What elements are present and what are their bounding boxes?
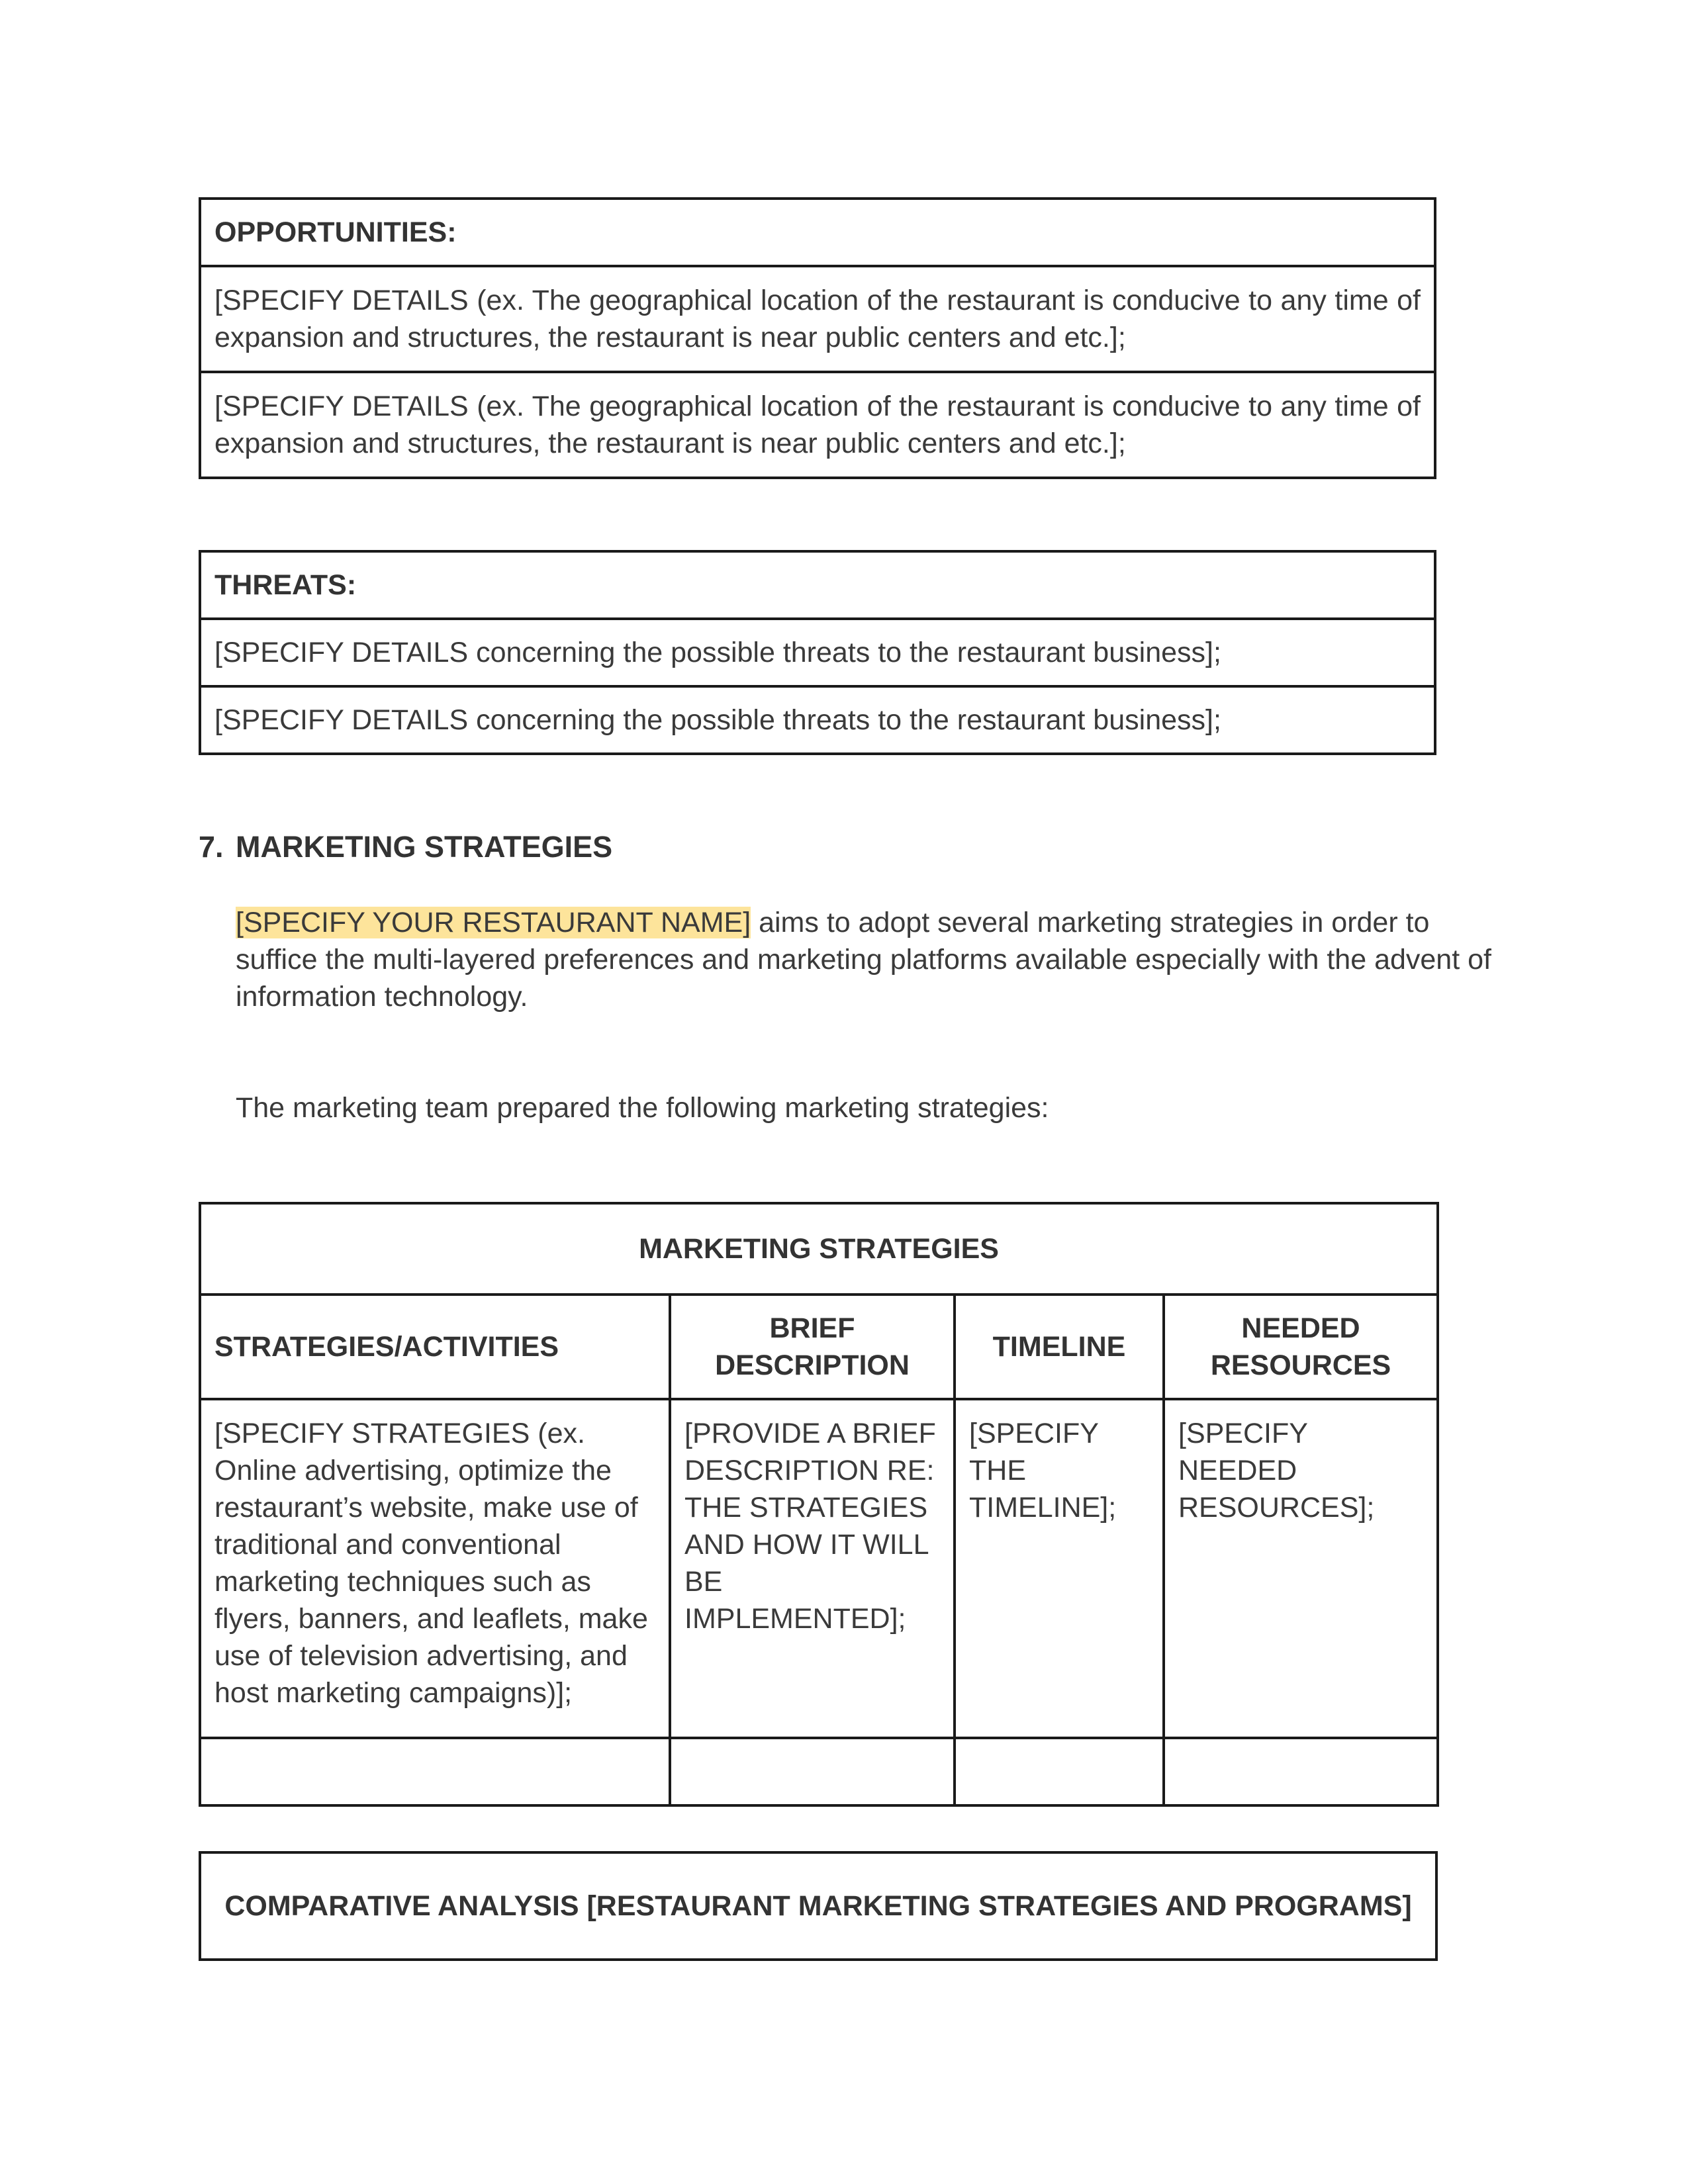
table-row <box>200 1738 1438 1805</box>
section-number: 7. <box>199 830 224 864</box>
section-heading <box>199 827 612 867</box>
threats-row: [SPECIFY DETAILS concerning the possible threats to the restaurant business]; <box>200 686 1435 754</box>
restaurant-name-placeholder: [SPECIFY YOUR RESTAURANT NAME] <box>236 907 751 938</box>
team-paragraph: The marketing team prepared the following marketing strategies: <box>236 1092 1049 1124</box>
intro-text: aims to adopt several marketing strategies in order to suffice the multi-layered preferences and marketing platforms available especially with the advent of information technology. <box>236 907 1491 1013</box>
table-cell: [SPECIFY STRATEGIES (ex. Online advertising, optimize the restaurant’s website, make use of traditional and conventional marketing techniques such as flyers, banners, and leaflets, make use of television advertising, and host marketing campaigns)]; <box>200 1399 670 1738</box>
table-cell: [SPECIFY NEEDED RESOURCES]; <box>1164 1399 1438 1738</box>
table-row <box>200 1399 1438 1738</box>
opportunities-row: [SPECIFY DETAILS (ex. The geographical location of the restaurant is conducive to any time of expansion and structures, the restaurant is near public centers and etc.]; <box>200 372 1435 478</box>
marketing-table-title: MARKETING STRATEGIES <box>200 1203 1438 1295</box>
threats-row: [SPECIFY DETAILS concerning the possible threats to the restaurant business]; <box>200 619 1435 686</box>
table-cell <box>1164 1738 1438 1805</box>
opportunities-row: [SPECIFY DETAILS (ex. The geographical location of the restaurant is conducive to any time of expansion and structures, the restaurant is near public centers and etc.]; <box>200 266 1435 372</box>
intro-paragraph <box>236 904 1500 1015</box>
column-header-description: BRIEF DESCRIPTION <box>670 1295 955 1399</box>
threats-table <box>199 550 1436 755</box>
table-cell <box>670 1738 955 1805</box>
table-cell: [SPECIFY THE TIMELINE]; <box>955 1399 1164 1738</box>
section-title: MARKETING STRATEGIES <box>236 830 613 864</box>
comparative-analysis-title: COMPARATIVE ANALYSIS [RESTAURANT MARKETING STRATEGIES AND PROGRAMS] <box>200 1852 1436 1960</box>
column-header-strategies: STRATEGIES/ACTIVITIES <box>200 1295 670 1399</box>
opportunities-header: OPPORTUNITIES: <box>200 199 1435 266</box>
marketing-strategies-table <box>199 1202 1439 1807</box>
column-header-resources: NEEDED RESOURCES <box>1164 1295 1438 1399</box>
table-cell <box>955 1738 1164 1805</box>
table-cell <box>200 1738 670 1805</box>
threats-header: THREATS: <box>200 551 1435 619</box>
opportunities-table <box>199 197 1436 479</box>
table-cell: [PROVIDE A BRIEF DESCRIPTION RE: THE STRATEGIES AND HOW IT WILL BE IMPLEMENTED]; <box>670 1399 955 1738</box>
comparative-analysis-table <box>199 1851 1438 1961</box>
column-header-timeline: TIMELINE <box>955 1295 1164 1399</box>
